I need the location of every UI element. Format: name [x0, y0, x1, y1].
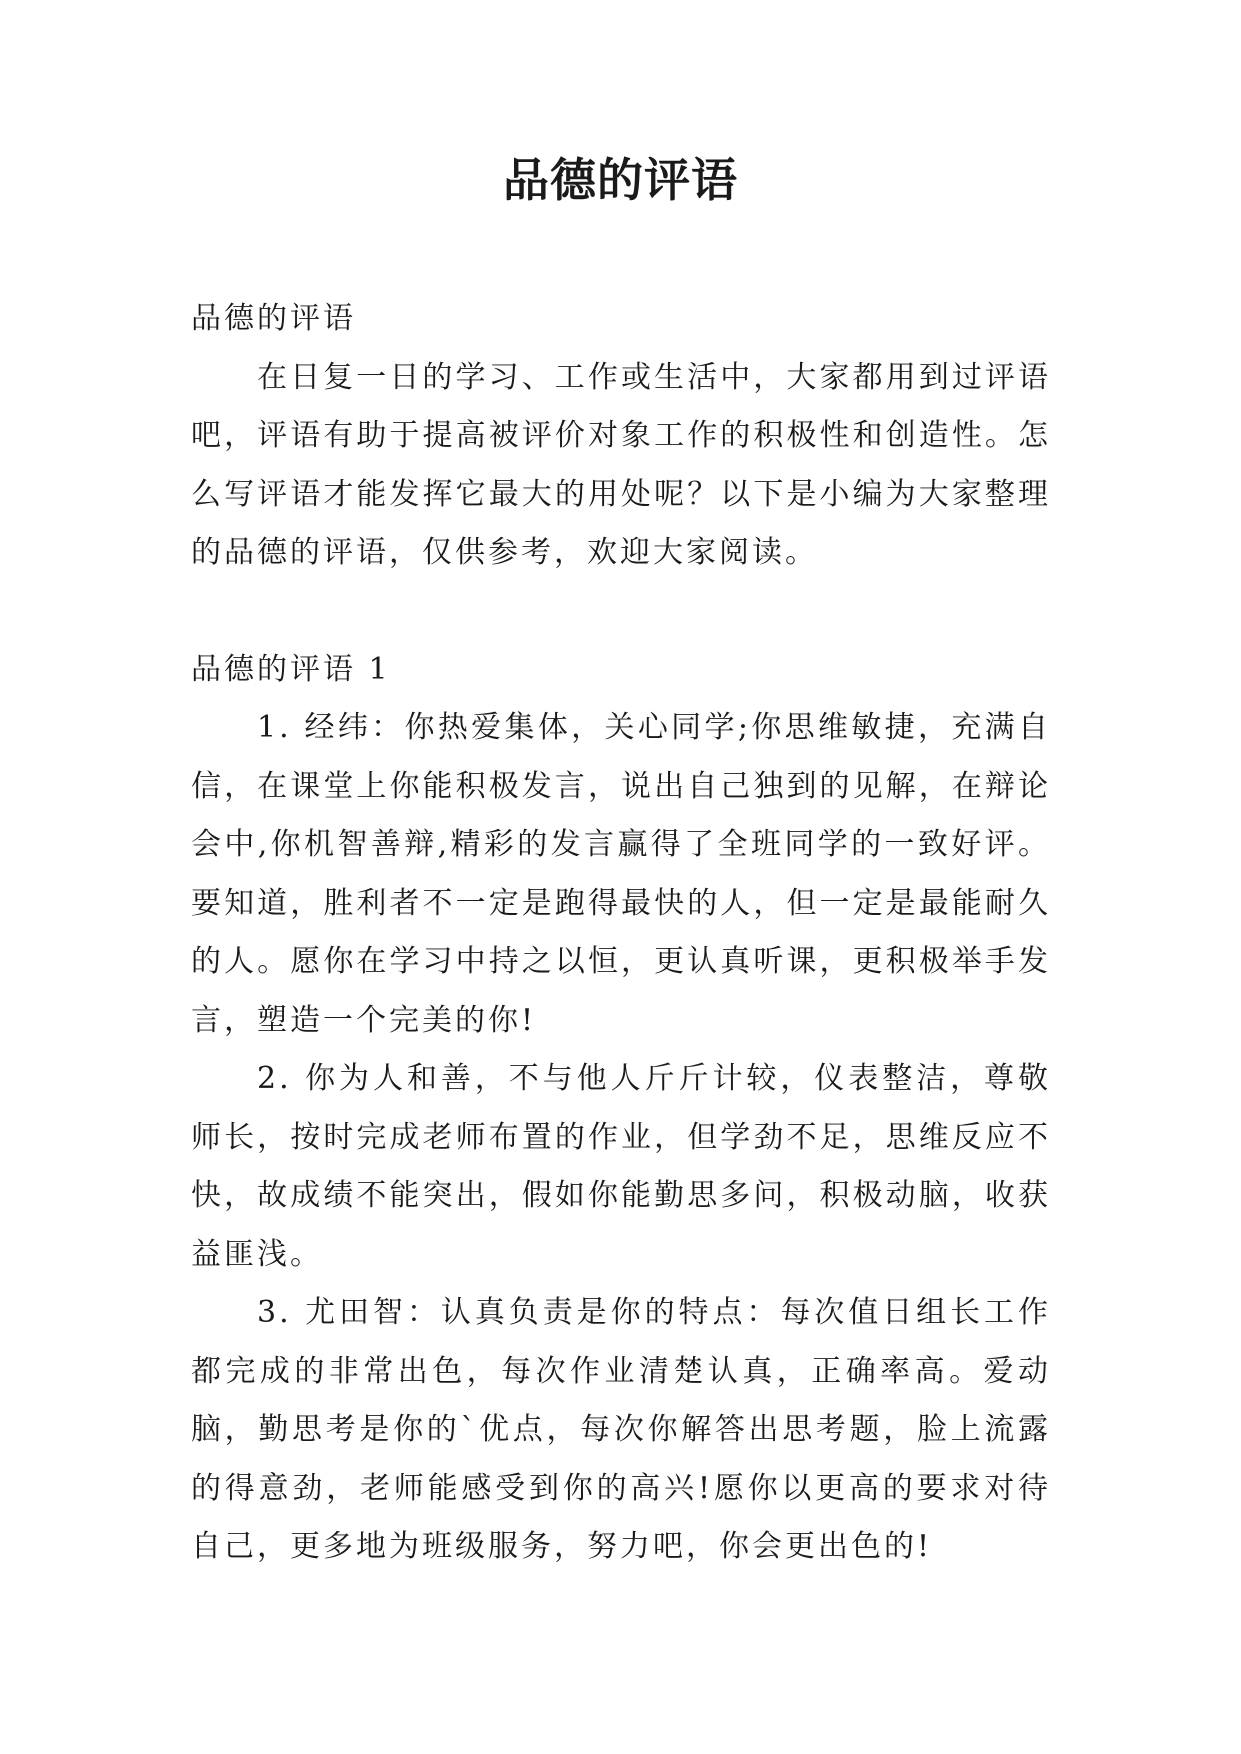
document-body [191, 290, 1051, 1577]
comment-item-3: 3. 尤田智：认真负责是你的特点：每次值日组长工作都完成的非常出色，每次作业清楚认真，正确率高。爱动脑，勤思考是你的`优点，每次你解答出思考题，脸上流露的得意劲，老师能感受到你的高兴!愿你以更高的要求对待自己，更多地为班级服务，努力吧，你会更出色的! [191, 1295, 1051, 1564]
section-heading: 品德的评语 1 [191, 651, 391, 687]
document-title: 品德的评语 [503, 153, 738, 207]
intro-paragraph: 在日复一日的学习、工作或生活中，大家都用到过评语吧，评语有助于提高被评价对象工作的积极性和创造性。怎么写评语才能发挥它最大的用处呢？以下是小编为大家整理的品德的评语，仅供参考，欢迎大家阅读。 [191, 359, 1051, 570]
intro-heading: 品德的评语 [191, 301, 356, 336]
section-spacer [191, 583, 1051, 641]
comment-item-1: 1. 经纬：你热爱集体，关心同学;你思维敏捷，充满自信，在课堂上你能积极发言，说出自己独到的见解，在辩论会中,你机智善辩,精彩的发言赢得了全班同学的一致好评。要知道，胜利者不一定是跑得最快的人，但一定是最能耐久的人。愿你在学习中持之以恒，更认真听课，更积极举手发言，塑造一个完美的你! [191, 710, 1051, 1038]
comment-item-2: 2. 你为人和善，不与他人斤斤计较，仪表整洁，尊敬师长，按时完成老师布置的作业，但学劲不足，思维反应不快，故成绩不能突出，假如你能勤思多问，积极动脑，收获益匪浅。 [191, 1061, 1051, 1272]
